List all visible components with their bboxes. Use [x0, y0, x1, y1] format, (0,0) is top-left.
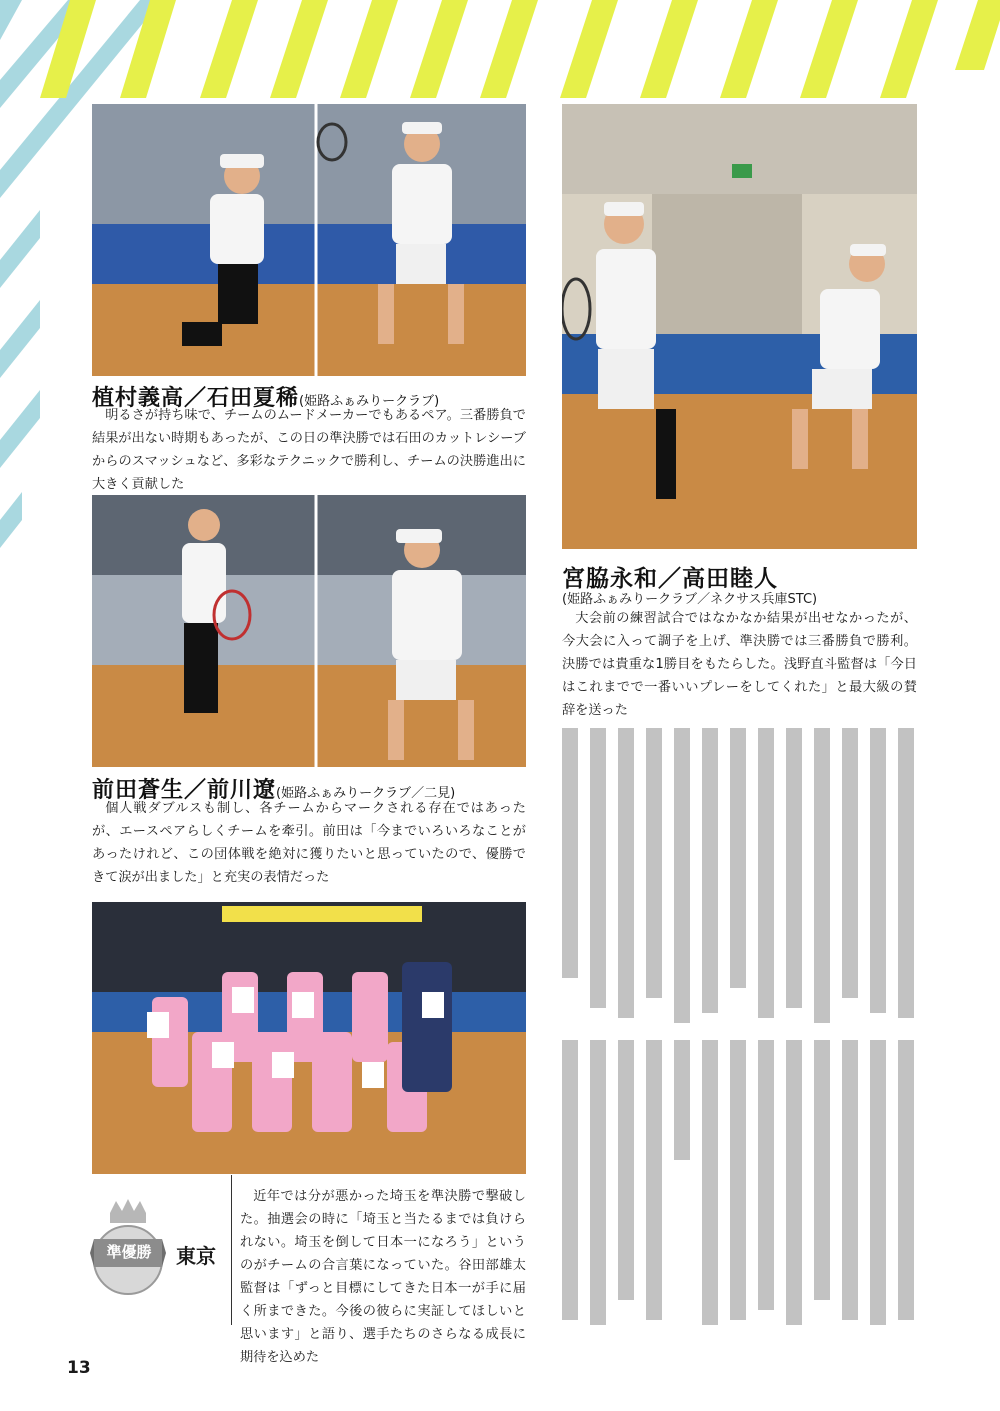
- caption: 大会前の練習試合ではなかなか結果が出せなかったが、今大会に入って調子を上げ、準決勝では三番勝負で勝利。決勝では貴重な1勝目をもたらした。浅野直斗監督は「今日はこれまでで一番いいプレーをしてくれた」と最大級の賛辞を送った: [562, 611, 917, 718]
- pair-names-text: 前田蒼生／前川遼: [92, 778, 277, 803]
- photo-maeda-maekawa: [92, 495, 526, 767]
- caption: 個人戦ダブルスも制し、各チームからマークされる存在ではあったが、エースペアらしくチームを牽引。前田は「今までいろいろなことがあったけれど、この団体戦を絶対に獲りたいと思っていたので、優勝できて涙が出ました」と充実の表情だった: [92, 801, 526, 885]
- blurred-article-text-top: [562, 728, 918, 1028]
- pair-names-text: 植村義高／石田夏稀: [92, 386, 300, 411]
- divider: [231, 1175, 232, 1325]
- runner-up-caption: 近年では分が悪かった埼玉を準決勝で撃破した。抽選会の時に「埼玉と当たるまでは負けられない。埼玉を倒して日本一になろう」というのがチームの合言葉になっていた。谷田部雄太監督は「ずっと目標にしてきた日本一が手に届く所まできた。今後の彼らに実証してほしいと思います」と語り、選手たちのさらなる成長に期待を込めた: [240, 1189, 526, 1365]
- caption: 明るさが持ち味で、チームのムードメーカーでもあるペア。三番勝負で結果が出ない時期もあったが、この日の準決勝では石田のカットレシーブからのスマッシュなど、多彩なテクニックで勝利し、チームの決勝進出に大きく貢献した: [92, 408, 526, 492]
- team-name: 東京: [176, 1244, 216, 1268]
- blurred-article-text-bottom: [562, 1040, 918, 1330]
- photo-miyawaki-takada: [562, 104, 917, 549]
- pair-names: 宮脇永和／高田睦人: [562, 566, 778, 592]
- runner-up-label: 準優勝: [106, 1243, 152, 1261]
- page-number: 13: [67, 1358, 91, 1378]
- photo-tokyo-team: [92, 902, 526, 1174]
- club-name: (姫路ふぁみりークラブ): [299, 394, 440, 409]
- club-name: (姫路ふぁみりークラブ／ネクサス兵庫STC): [562, 592, 818, 607]
- photo-uemura-ishida: [92, 104, 526, 376]
- club-name: (姫路ふぁみりークラブ／二見): [276, 786, 456, 801]
